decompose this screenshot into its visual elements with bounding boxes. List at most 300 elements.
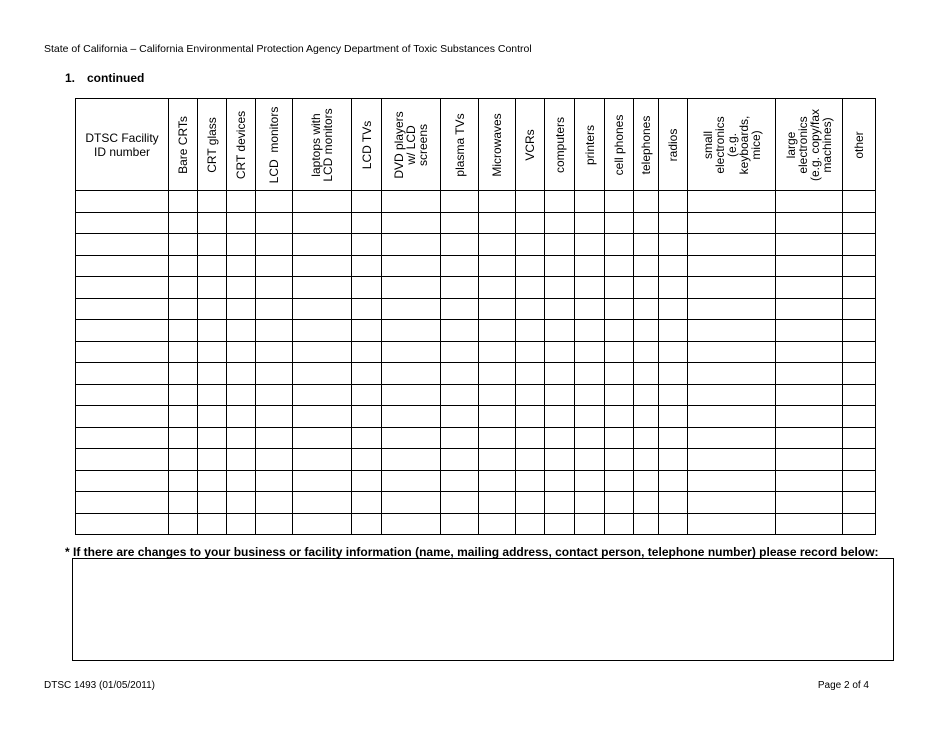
table-cell[interactable]	[441, 341, 479, 363]
table-cell[interactable]	[382, 470, 441, 492]
table-cell[interactable]	[634, 513, 659, 535]
table-cell[interactable]	[256, 212, 293, 234]
table-cell[interactable]	[776, 320, 843, 342]
table-cell[interactable]	[382, 255, 441, 277]
table-cell[interactable]	[516, 492, 545, 514]
table-cell[interactable]	[293, 341, 352, 363]
table-cell[interactable]	[227, 406, 256, 428]
table-cell[interactable]	[545, 492, 575, 514]
table-cell[interactable]	[659, 363, 688, 385]
table-cell[interactable]	[198, 212, 227, 234]
table-cell[interactable]	[441, 320, 479, 342]
table-cell[interactable]	[575, 513, 605, 535]
table-cell[interactable]	[575, 277, 605, 299]
table-cell[interactable]	[479, 298, 516, 320]
table-cell[interactable]	[352, 277, 382, 299]
table-cell[interactable]	[441, 427, 479, 449]
table-cell[interactable]	[843, 341, 876, 363]
table-cell[interactable]	[575, 363, 605, 385]
table-cell[interactable]	[776, 513, 843, 535]
table-cell[interactable]	[169, 298, 198, 320]
table-cell[interactable]	[169, 320, 198, 342]
table-cell[interactable]	[659, 212, 688, 234]
table-cell[interactable]	[688, 427, 776, 449]
table-cell[interactable]	[479, 341, 516, 363]
table-cell[interactable]	[293, 212, 352, 234]
table-cell[interactable]	[776, 492, 843, 514]
table-cell[interactable]	[575, 492, 605, 514]
table-cell[interactable]	[843, 363, 876, 385]
table-cell[interactable]	[545, 363, 575, 385]
table-cell[interactable]	[545, 234, 575, 256]
table-cell[interactable]	[227, 255, 256, 277]
table-cell[interactable]	[634, 449, 659, 471]
table-cell[interactable]	[659, 492, 688, 514]
table-cell[interactable]	[688, 191, 776, 213]
table-cell[interactable]	[198, 234, 227, 256]
table-cell[interactable]	[169, 363, 198, 385]
table-cell[interactable]	[659, 406, 688, 428]
table-cell[interactable]	[441, 384, 479, 406]
table-cell[interactable]	[688, 255, 776, 277]
table-cell[interactable]	[659, 513, 688, 535]
table-cell[interactable]	[352, 492, 382, 514]
table-cell[interactable]	[776, 234, 843, 256]
table-cell[interactable]	[76, 255, 169, 277]
table-cell[interactable]	[479, 449, 516, 471]
table-cell[interactable]	[688, 277, 776, 299]
table-cell[interactable]	[352, 449, 382, 471]
table-cell[interactable]	[76, 320, 169, 342]
table-cell[interactable]	[382, 492, 441, 514]
table-cell[interactable]	[605, 341, 634, 363]
table-cell[interactable]	[605, 384, 634, 406]
table-cell[interactable]	[352, 513, 382, 535]
table-cell[interactable]	[545, 427, 575, 449]
table-cell[interactable]	[843, 384, 876, 406]
table-cell[interactable]	[479, 492, 516, 514]
table-cell[interactable]	[352, 470, 382, 492]
table-cell[interactable]	[776, 470, 843, 492]
table-cell[interactable]	[169, 384, 198, 406]
table-cell[interactable]	[843, 234, 876, 256]
table-cell[interactable]	[169, 234, 198, 256]
table-cell[interactable]	[441, 234, 479, 256]
table-cell[interactable]	[605, 513, 634, 535]
table-cell[interactable]	[479, 384, 516, 406]
table-cell[interactable]	[634, 492, 659, 514]
table-cell[interactable]	[843, 470, 876, 492]
table-cell[interactable]	[441, 449, 479, 471]
table-cell[interactable]	[843, 277, 876, 299]
table-cell[interactable]	[688, 298, 776, 320]
table-cell[interactable]	[227, 234, 256, 256]
table-cell[interactable]	[382, 363, 441, 385]
table-cell[interactable]	[516, 341, 545, 363]
table-cell[interactable]	[256, 234, 293, 256]
table-cell[interactable]	[545, 384, 575, 406]
table-cell[interactable]	[76, 384, 169, 406]
table-cell[interactable]	[575, 384, 605, 406]
table-cell[interactable]	[169, 492, 198, 514]
table-cell[interactable]	[659, 449, 688, 471]
table-cell[interactable]	[441, 470, 479, 492]
table-cell[interactable]	[843, 492, 876, 514]
table-cell[interactable]	[198, 320, 227, 342]
table-cell[interactable]	[256, 298, 293, 320]
table-cell[interactable]	[659, 470, 688, 492]
table-cell[interactable]	[198, 492, 227, 514]
table-cell[interactable]	[441, 298, 479, 320]
table-cell[interactable]	[76, 298, 169, 320]
table-cell[interactable]	[76, 427, 169, 449]
table-cell[interactable]	[256, 384, 293, 406]
table-cell[interactable]	[545, 320, 575, 342]
table-cell[interactable]	[198, 191, 227, 213]
table-cell[interactable]	[776, 277, 843, 299]
table-cell[interactable]	[516, 277, 545, 299]
table-cell[interactable]	[198, 449, 227, 471]
table-cell[interactable]	[479, 191, 516, 213]
table-cell[interactable]	[198, 255, 227, 277]
table-cell[interactable]	[293, 277, 352, 299]
table-cell[interactable]	[575, 255, 605, 277]
table-cell[interactable]	[516, 384, 545, 406]
table-cell[interactable]	[352, 298, 382, 320]
table-cell[interactable]	[516, 320, 545, 342]
table-cell[interactable]	[227, 277, 256, 299]
table-cell[interactable]	[198, 427, 227, 449]
table-cell[interactable]	[575, 298, 605, 320]
table-cell[interactable]	[76, 492, 169, 514]
table-cell[interactable]	[605, 277, 634, 299]
table-cell[interactable]	[516, 406, 545, 428]
table-cell[interactable]	[516, 255, 545, 277]
table-cell[interactable]	[634, 427, 659, 449]
table-cell[interactable]	[659, 427, 688, 449]
table-cell[interactable]	[256, 427, 293, 449]
table-cell[interactable]	[688, 513, 776, 535]
table-cell[interactable]	[227, 449, 256, 471]
table-cell[interactable]	[441, 277, 479, 299]
table-cell[interactable]	[516, 449, 545, 471]
table-cell[interactable]	[227, 191, 256, 213]
table-cell[interactable]	[382, 298, 441, 320]
table-cell[interactable]	[227, 363, 256, 385]
table-cell[interactable]	[227, 492, 256, 514]
table-cell[interactable]	[605, 470, 634, 492]
table-cell[interactable]	[634, 191, 659, 213]
table-cell[interactable]	[659, 277, 688, 299]
table-cell[interactable]	[352, 384, 382, 406]
table-cell[interactable]	[659, 384, 688, 406]
table-cell[interactable]	[545, 470, 575, 492]
table-cell[interactable]	[516, 298, 545, 320]
table-cell[interactable]	[169, 277, 198, 299]
table-cell[interactable]	[843, 427, 876, 449]
table-cell[interactable]	[198, 298, 227, 320]
table-cell[interactable]	[688, 492, 776, 514]
table-cell[interactable]	[352, 320, 382, 342]
table-cell[interactable]	[575, 406, 605, 428]
table-cell[interactable]	[843, 449, 876, 471]
table-cell[interactable]	[634, 384, 659, 406]
table-cell[interactable]	[352, 341, 382, 363]
table-cell[interactable]	[634, 255, 659, 277]
table-cell[interactable]	[76, 513, 169, 535]
table-cell[interactable]	[441, 513, 479, 535]
table-cell[interactable]	[76, 277, 169, 299]
table-cell[interactable]	[843, 513, 876, 535]
table-cell[interactable]	[256, 320, 293, 342]
table-cell[interactable]	[169, 341, 198, 363]
table-cell[interactable]	[227, 427, 256, 449]
table-cell[interactable]	[169, 513, 198, 535]
table-cell[interactable]	[352, 363, 382, 385]
table-cell[interactable]	[76, 341, 169, 363]
table-cell[interactable]	[843, 298, 876, 320]
table-cell[interactable]	[575, 449, 605, 471]
table-cell[interactable]	[575, 470, 605, 492]
table-cell[interactable]	[605, 212, 634, 234]
table-cell[interactable]	[605, 191, 634, 213]
table-cell[interactable]	[293, 234, 352, 256]
table-cell[interactable]	[688, 406, 776, 428]
table-cell[interactable]	[516, 212, 545, 234]
table-cell[interactable]	[352, 234, 382, 256]
table-cell[interactable]	[843, 406, 876, 428]
table-cell[interactable]	[479, 234, 516, 256]
table-cell[interactable]	[169, 449, 198, 471]
table-cell[interactable]	[545, 406, 575, 428]
table-cell[interactable]	[293, 513, 352, 535]
table-cell[interactable]	[227, 212, 256, 234]
table-cell[interactable]	[293, 320, 352, 342]
table-cell[interactable]	[227, 470, 256, 492]
table-cell[interactable]	[545, 449, 575, 471]
table-cell[interactable]	[776, 341, 843, 363]
table-cell[interactable]	[545, 212, 575, 234]
table-cell[interactable]	[776, 427, 843, 449]
table-cell[interactable]	[634, 212, 659, 234]
table-cell[interactable]	[843, 212, 876, 234]
table-cell[interactable]	[688, 384, 776, 406]
table-cell[interactable]	[843, 320, 876, 342]
table-cell[interactable]	[382, 427, 441, 449]
table-cell[interactable]	[198, 363, 227, 385]
table-cell[interactable]	[169, 191, 198, 213]
table-cell[interactable]	[843, 255, 876, 277]
table-cell[interactable]	[256, 406, 293, 428]
table-cell[interactable]	[441, 255, 479, 277]
table-cell[interactable]	[575, 427, 605, 449]
table-cell[interactable]	[688, 470, 776, 492]
table-cell[interactable]	[634, 470, 659, 492]
table-cell[interactable]	[634, 320, 659, 342]
table-cell[interactable]	[545, 277, 575, 299]
table-cell[interactable]	[441, 191, 479, 213]
table-cell[interactable]	[227, 320, 256, 342]
table-cell[interactable]	[382, 384, 441, 406]
table-cell[interactable]	[634, 234, 659, 256]
table-cell[interactable]	[605, 298, 634, 320]
table-cell[interactable]	[198, 406, 227, 428]
table-cell[interactable]	[688, 320, 776, 342]
table-cell[interactable]	[382, 406, 441, 428]
table-cell[interactable]	[293, 492, 352, 514]
table-cell[interactable]	[516, 234, 545, 256]
table-cell[interactable]	[479, 320, 516, 342]
table-cell[interactable]	[76, 470, 169, 492]
table-cell[interactable]	[293, 384, 352, 406]
table-cell[interactable]	[227, 341, 256, 363]
table-cell[interactable]	[545, 513, 575, 535]
table-cell[interactable]	[76, 191, 169, 213]
table-cell[interactable]	[76, 234, 169, 256]
table-cell[interactable]	[776, 406, 843, 428]
table-cell[interactable]	[479, 513, 516, 535]
table-cell[interactable]	[256, 277, 293, 299]
table-cell[interactable]	[382, 320, 441, 342]
table-cell[interactable]	[227, 298, 256, 320]
table-cell[interactable]	[479, 212, 516, 234]
table-cell[interactable]	[169, 427, 198, 449]
table-cell[interactable]	[256, 492, 293, 514]
table-cell[interactable]	[479, 277, 516, 299]
table-cell[interactable]	[256, 363, 293, 385]
table-cell[interactable]	[634, 341, 659, 363]
table-cell[interactable]	[776, 255, 843, 277]
table-cell[interactable]	[575, 234, 605, 256]
table-cell[interactable]	[776, 212, 843, 234]
table-cell[interactable]	[479, 427, 516, 449]
table-cell[interactable]	[293, 427, 352, 449]
table-cell[interactable]	[659, 298, 688, 320]
table-cell[interactable]	[605, 449, 634, 471]
table-cell[interactable]	[352, 427, 382, 449]
table-cell[interactable]	[227, 384, 256, 406]
table-cell[interactable]	[688, 212, 776, 234]
table-cell[interactable]	[575, 212, 605, 234]
table-cell[interactable]	[605, 320, 634, 342]
table-cell[interactable]	[198, 341, 227, 363]
table-cell[interactable]	[659, 191, 688, 213]
table-cell[interactable]	[198, 277, 227, 299]
table-cell[interactable]	[688, 234, 776, 256]
table-cell[interactable]	[382, 449, 441, 471]
table-cell[interactable]	[776, 191, 843, 213]
table-cell[interactable]	[843, 191, 876, 213]
table-cell[interactable]	[516, 363, 545, 385]
table-cell[interactable]	[634, 406, 659, 428]
table-cell[interactable]	[776, 449, 843, 471]
table-cell[interactable]	[382, 234, 441, 256]
table-cell[interactable]	[659, 341, 688, 363]
table-cell[interactable]	[545, 255, 575, 277]
table-cell[interactable]	[293, 470, 352, 492]
table-cell[interactable]	[169, 406, 198, 428]
table-cell[interactable]	[605, 406, 634, 428]
table-cell[interactable]	[352, 255, 382, 277]
table-cell[interactable]	[76, 406, 169, 428]
table-cell[interactable]	[256, 191, 293, 213]
table-cell[interactable]	[227, 513, 256, 535]
table-cell[interactable]	[479, 255, 516, 277]
table-cell[interactable]	[545, 191, 575, 213]
table-cell[interactable]	[76, 449, 169, 471]
table-cell[interactable]	[688, 449, 776, 471]
table-cell[interactable]	[659, 255, 688, 277]
table-cell[interactable]	[293, 449, 352, 471]
table-cell[interactable]	[516, 191, 545, 213]
table-cell[interactable]	[605, 427, 634, 449]
table-cell[interactable]	[76, 212, 169, 234]
table-cell[interactable]	[688, 341, 776, 363]
table-cell[interactable]	[605, 492, 634, 514]
table-cell[interactable]	[479, 470, 516, 492]
table-cell[interactable]	[516, 470, 545, 492]
table-cell[interactable]	[634, 298, 659, 320]
table-cell[interactable]	[198, 470, 227, 492]
table-cell[interactable]	[382, 191, 441, 213]
table-cell[interactable]	[516, 427, 545, 449]
table-cell[interactable]	[352, 406, 382, 428]
table-cell[interactable]	[776, 298, 843, 320]
table-cell[interactable]	[659, 320, 688, 342]
table-cell[interactable]	[776, 384, 843, 406]
table-cell[interactable]	[293, 406, 352, 428]
table-cell[interactable]	[575, 320, 605, 342]
table-cell[interactable]	[352, 212, 382, 234]
table-cell[interactable]	[776, 363, 843, 385]
table-cell[interactable]	[441, 363, 479, 385]
table-cell[interactable]	[441, 212, 479, 234]
table-cell[interactable]	[256, 341, 293, 363]
table-cell[interactable]	[198, 384, 227, 406]
table-cell[interactable]	[169, 212, 198, 234]
table-cell[interactable]	[575, 191, 605, 213]
table-cell[interactable]	[545, 298, 575, 320]
table-cell[interactable]	[634, 277, 659, 299]
table-cell[interactable]	[634, 363, 659, 385]
table-cell[interactable]	[256, 470, 293, 492]
table-cell[interactable]	[605, 255, 634, 277]
table-cell[interactable]	[293, 191, 352, 213]
table-cell[interactable]	[605, 234, 634, 256]
changes-entry-box[interactable]	[72, 558, 894, 661]
table-cell[interactable]	[382, 341, 441, 363]
table-cell[interactable]	[76, 363, 169, 385]
table-cell[interactable]	[479, 363, 516, 385]
table-cell[interactable]	[293, 255, 352, 277]
table-cell[interactable]	[479, 406, 516, 428]
table-cell[interactable]	[382, 212, 441, 234]
table-cell[interactable]	[293, 298, 352, 320]
table-cell[interactable]	[441, 406, 479, 428]
table-cell[interactable]	[605, 363, 634, 385]
table-cell[interactable]	[382, 513, 441, 535]
table-cell[interactable]	[382, 277, 441, 299]
table-cell[interactable]	[441, 492, 479, 514]
table-cell[interactable]	[256, 513, 293, 535]
table-cell[interactable]	[169, 255, 198, 277]
table-cell[interactable]	[169, 470, 198, 492]
table-cell[interactable]	[256, 255, 293, 277]
table-cell[interactable]	[688, 363, 776, 385]
table-cell[interactable]	[659, 234, 688, 256]
table-cell[interactable]	[352, 191, 382, 213]
table-cell[interactable]	[516, 513, 545, 535]
